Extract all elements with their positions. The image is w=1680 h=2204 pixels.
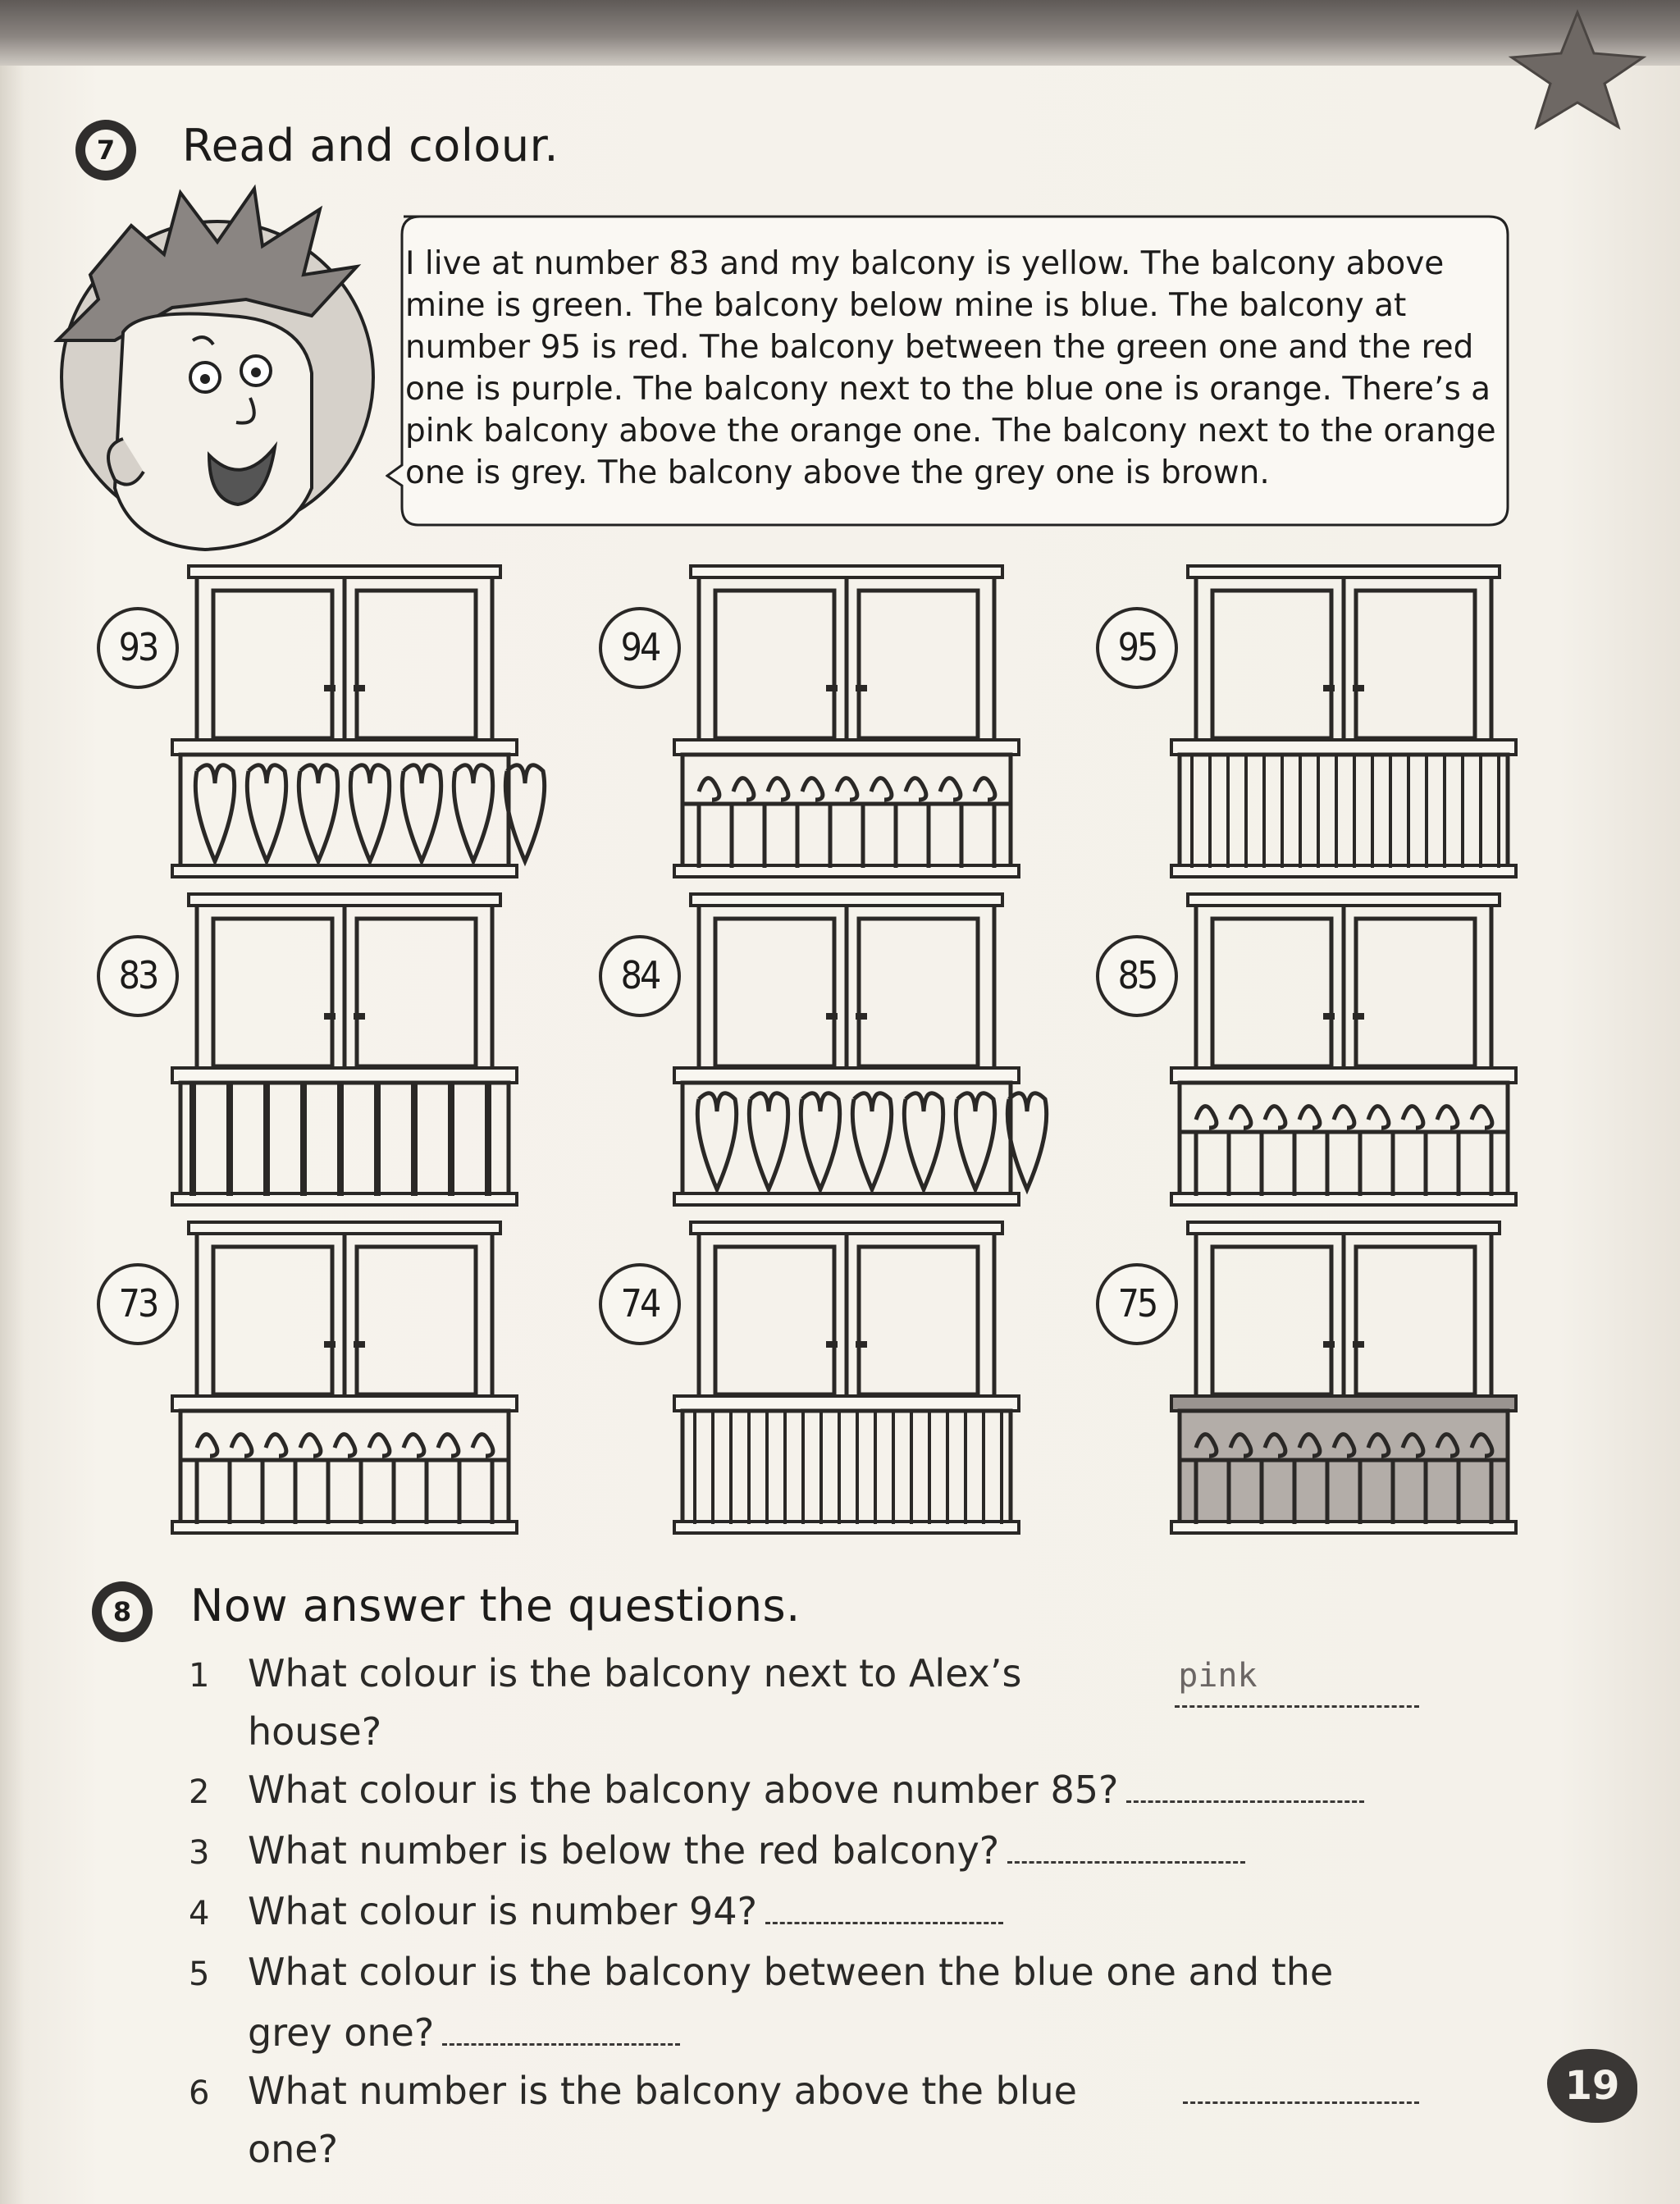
question-number: 6 <box>189 2074 210 2112</box>
question-text: What number is the balcony above the blue one? <box>248 2069 1077 2171</box>
balcony-number: 94 <box>620 625 660 669</box>
balcony-84[interactable] <box>584 886 1093 1214</box>
balcony-number: 93 <box>118 625 158 669</box>
question-text: What colour is number 94? <box>248 1889 757 1933</box>
balcony-number: 83 <box>118 953 158 997</box>
balcony-number: 75 <box>1117 1281 1157 1326</box>
question-5-continued <box>189 2004 1419 2062</box>
boy-character-illustration <box>41 176 386 570</box>
balcony-75[interactable] <box>1081 1214 1590 1542</box>
balcony-number: 74 <box>620 1281 660 1326</box>
balcony-drawing <box>584 558 1093 886</box>
exercise-7-number: 7 <box>85 130 126 171</box>
balcony-drawing <box>1081 886 1590 1214</box>
balcony-number: 73 <box>118 1281 158 1326</box>
question-text-continued: grey one? <box>248 2010 435 2055</box>
balcony-73[interactable] <box>82 1214 591 1542</box>
answer-field-6[interactable] <box>1183 2088 1419 2104</box>
page-number: 19 <box>1547 2049 1637 2123</box>
exercise-8-number: 8 <box>102 1591 143 1632</box>
balcony-drawing <box>584 886 1093 1214</box>
balcony-drawing <box>82 886 591 1214</box>
balcony-85[interactable] <box>1081 886 1590 1214</box>
exercise-7-badge <box>75 120 136 180</box>
answer-field-3[interactable] <box>1007 1848 1245 1864</box>
question-1 <box>189 1645 1419 1761</box>
speech-bubble-text: I live at number 83 and my balcony is yellow. The balcony above mine is green. The balcony below mine is blue. The balcony at number 95 is red. The balcony between the green one and the red one is purple. The balcony next to the blue one is orange. There’s a pink balcony above the orange one. The balcony next to the orange one is grey. The balcony above the grey one is brown. <box>405 245 1496 491</box>
balcony-74[interactable] <box>584 1214 1093 1542</box>
question-list <box>189 1645 1419 2179</box>
star-decoration-icon <box>1508 8 1647 131</box>
answer-field-4[interactable] <box>765 1909 1003 1924</box>
balcony-83[interactable] <box>82 886 591 1214</box>
question-number: 3 <box>189 1834 210 1872</box>
question-6 <box>189 2062 1419 2179</box>
question-3 <box>189 1822 1419 1882</box>
question-number: 4 <box>189 1895 210 1932</box>
question-number: 1 <box>189 1657 210 1695</box>
question-number: 2 <box>189 1773 210 1811</box>
question-5 <box>189 1943 1419 2004</box>
exercise-8-title: Now answer the questions. <box>190 1580 801 1631</box>
balcony-drawing <box>82 558 591 886</box>
balcony-drawing <box>82 1214 591 1542</box>
exercise-7-title: Read and colour. <box>182 120 559 171</box>
balcony-95[interactable] <box>1081 558 1590 886</box>
balcony-drawing <box>1081 1214 1590 1542</box>
top-band <box>0 0 1680 66</box>
question-text: What colour is the balcony above number 85? <box>248 1768 1119 1812</box>
question-text: What colour is the balcony between the blue one and the <box>248 1950 1334 1994</box>
balcony-number: 95 <box>1117 625 1157 669</box>
balcony-drawing <box>1081 558 1590 886</box>
answer-field-5[interactable] <box>442 2030 680 2046</box>
question-text: What number is below the red balcony? <box>248 1828 1000 1873</box>
balcony-number: 84 <box>620 953 660 997</box>
exercise-8-badge <box>92 1581 153 1642</box>
balcony-93[interactable] <box>82 558 591 886</box>
question-number: 5 <box>189 1955 210 1993</box>
answer-field-2[interactable] <box>1126 1787 1364 1803</box>
question-text: What colour is the balcony next to Alex’s house? <box>248 1651 1022 1754</box>
question-2 <box>189 1761 1419 1822</box>
balcony-94[interactable] <box>584 558 1093 886</box>
question-4 <box>189 1882 1419 1943</box>
balcony-drawing <box>584 1214 1093 1542</box>
answer-field-1[interactable]: pink <box>1175 1647 1419 1708</box>
balcony-number: 85 <box>1117 953 1157 997</box>
